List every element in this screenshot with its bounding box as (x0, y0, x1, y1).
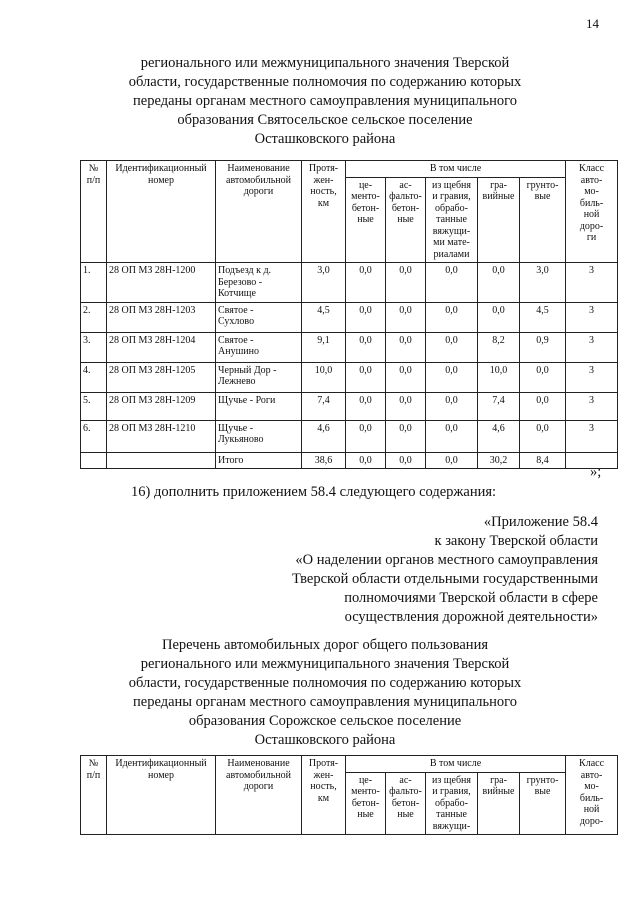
cell-gravel: 7,4 (478, 392, 520, 420)
appendix-line: осуществления дорожной деятельности» (344, 609, 598, 625)
appendix-line: к закону Тверской области (434, 533, 598, 549)
cell-asphalt: 0,0 (386, 302, 426, 332)
cell-asphalt: 0,0 (386, 263, 426, 303)
header-cement: це- менто- бетон- ные (346, 772, 386, 835)
title-line: Перечень автомобильных дорог общего пользования (161, 637, 489, 653)
cell-num: 6. (81, 420, 107, 452)
header-length: Протя- жен- ность, км (302, 161, 346, 263)
cell-gravel: 8,2 (478, 332, 520, 362)
cell-ground: 0,0 (520, 420, 566, 452)
header-cement: це- менто- бетон- ные (346, 177, 386, 263)
header-name: Наименование автомобильной дороги (216, 161, 302, 263)
header-gravel: гра- вийные (478, 772, 520, 835)
table2-title (60, 636, 590, 750)
cell-class: 3 (566, 302, 618, 332)
roads-table-svyatoselskoe (80, 160, 618, 469)
title-line: переданы органам местного самоуправления муниципального (133, 93, 517, 109)
cell-gravel: 4,6 (478, 420, 520, 452)
total-gravel-treated: 0,0 (426, 452, 478, 469)
header-gravel-treated: из щебня и гравия, обрабо- танные вяжущи- ми мате- риалами (426, 177, 478, 263)
cell-name: Черный Дор - Лежнево (216, 362, 302, 392)
cell-gravel: 0,0 (478, 263, 520, 303)
cell-ground: 0,0 (520, 392, 566, 420)
cell-num: 5. (81, 392, 107, 420)
cell-ground: 0,0 (520, 362, 566, 392)
cell-gravel-treated: 0,0 (426, 302, 478, 332)
header-id: Идентификационный номер (107, 161, 216, 263)
closing-quote: »; (590, 464, 602, 480)
cell-length: 9,1 (302, 332, 346, 362)
table1-title (60, 54, 590, 149)
cell-class: 3 (566, 263, 618, 303)
appendix-heading (292, 513, 598, 627)
cell-gravel: 0,0 (478, 302, 520, 332)
cell-name: Щучье - Лукьяново (216, 420, 302, 452)
appendix-line: Тверской области отдельными государственными (292, 571, 598, 587)
header-incl: В том числе (346, 756, 566, 773)
cell-gravel-treated: 0,0 (426, 392, 478, 420)
cell-cement: 0,0 (346, 420, 386, 452)
header-asphalt: ас- фальто- бетон- ные (386, 177, 426, 263)
cell-num: 1. (81, 263, 107, 303)
appendix-line: «О наделении органов местного самоуправления (295, 552, 598, 568)
total-row (81, 452, 618, 469)
header-num: № п/п (81, 756, 107, 835)
paragraph-16: 16) дополнить приложением 58.4 следующего содержания: (131, 484, 497, 500)
table-row (81, 302, 618, 332)
cell-asphalt: 0,0 (386, 362, 426, 392)
title-line: регионального или межмуниципального значения Тверской (140, 55, 510, 71)
cell-cement: 0,0 (346, 263, 386, 303)
title-line: регионального или межмуниципального значения Тверской (140, 656, 510, 672)
cell-gravel-treated: 0,0 (426, 332, 478, 362)
title-line: образования Сорожское сельское поселение (188, 713, 462, 729)
title-line: образования Святосельское сельское поселение (177, 112, 473, 128)
cell-id: 28 ОП МЗ 28Н-1200 (107, 263, 216, 303)
table-row (81, 332, 618, 362)
title-line: области, государственные полномочия по содержанию которых (128, 74, 522, 90)
cell-num: 3. (81, 332, 107, 362)
cell-class: 3 (566, 392, 618, 420)
title-line: Осташковского района (254, 131, 396, 147)
header-class: Класс авто- мо- биль- ной доро- ги (566, 161, 618, 263)
total-asphalt: 0,0 (386, 452, 426, 469)
table-row (81, 392, 618, 420)
cell-length: 4,5 (302, 302, 346, 332)
appendix-line: полномочиями Тверской области в сфере (344, 590, 598, 606)
cell-asphalt: 0,0 (386, 392, 426, 420)
table-row (81, 420, 618, 452)
cell-length: 4,6 (302, 420, 346, 452)
cell-asphalt: 0,0 (386, 420, 426, 452)
cell-id: 28 ОП МЗ 28Н-1209 (107, 392, 216, 420)
title-line: переданы органам местного самоуправления муниципального (133, 694, 517, 710)
roads-table-sorozhskoe (80, 755, 618, 835)
page-number: 14 (586, 16, 599, 31)
cell-id: 28 ОП МЗ 28Н-1205 (107, 362, 216, 392)
header-num: № п/п (81, 161, 107, 263)
total-gravel: 30,2 (478, 452, 520, 469)
cell-gravel-treated: 0,0 (426, 263, 478, 303)
cell-class: 3 (566, 332, 618, 362)
header-name: Наименование автомобильной дороги (216, 756, 302, 835)
cell-id: 28 ОП МЗ 28Н-1204 (107, 332, 216, 362)
cell-class: 3 (566, 362, 618, 392)
header-asphalt: ас- фальто- бетон- ные (386, 772, 426, 835)
header-gravel: гра- вийные (478, 177, 520, 263)
cell-num: 4. (81, 362, 107, 392)
appendix-line: «Приложение 58.4 (483, 514, 598, 530)
cell-length: 10,0 (302, 362, 346, 392)
cell-num: 2. (81, 302, 107, 332)
title-line: Осташковского района (254, 732, 396, 748)
cell-cement: 0,0 (346, 302, 386, 332)
cell-id: 28 ОП МЗ 28Н-1210 (107, 420, 216, 452)
header-length: Протя- жен- ность, км (302, 756, 346, 835)
cell-ground: 0,9 (520, 332, 566, 362)
cell-name: Святое - Анушино (216, 332, 302, 362)
cell-name: Щучье - Роги (216, 392, 302, 420)
cell-id: 28 ОП МЗ 28Н-1203 (107, 302, 216, 332)
cell-cement: 0,0 (346, 392, 386, 420)
cell-length: 3,0 (302, 263, 346, 303)
cell-asphalt: 0,0 (386, 332, 426, 362)
cell-ground: 3,0 (520, 263, 566, 303)
cell-gravel-treated: 0,0 (426, 420, 478, 452)
header-ground: грунто- вые (520, 772, 566, 835)
cell-name: Подъезд к д. Березово - Котчище (216, 263, 302, 303)
cell-name: Святое - Сухлово (216, 302, 302, 332)
cell-class: 3 (566, 420, 618, 452)
header-ground: грунто- вые (520, 177, 566, 263)
header-class: Класс авто- мо- биль- ной доро- (566, 756, 618, 835)
total-label: Итого (216, 452, 302, 469)
total-length: 38,6 (302, 452, 346, 469)
cell-gravel-treated: 0,0 (426, 362, 478, 392)
header-id: Идентификационный номер (107, 756, 216, 835)
cell-cement: 0,0 (346, 362, 386, 392)
total-cement: 0,0 (346, 452, 386, 469)
cell-cement: 0,0 (346, 332, 386, 362)
total-ground: 8,4 (520, 452, 566, 469)
cell-gravel: 10,0 (478, 362, 520, 392)
header-gravel-treated: из щебня и гравия, обрабо- танные вяжущи- (426, 772, 478, 835)
cell-ground: 4,5 (520, 302, 566, 332)
cell-length: 7,4 (302, 392, 346, 420)
table-row (81, 362, 618, 392)
title-line: области, государственные полномочия по содержанию которых (128, 675, 522, 691)
table-row (81, 263, 618, 303)
header-incl: В том числе (346, 161, 566, 178)
